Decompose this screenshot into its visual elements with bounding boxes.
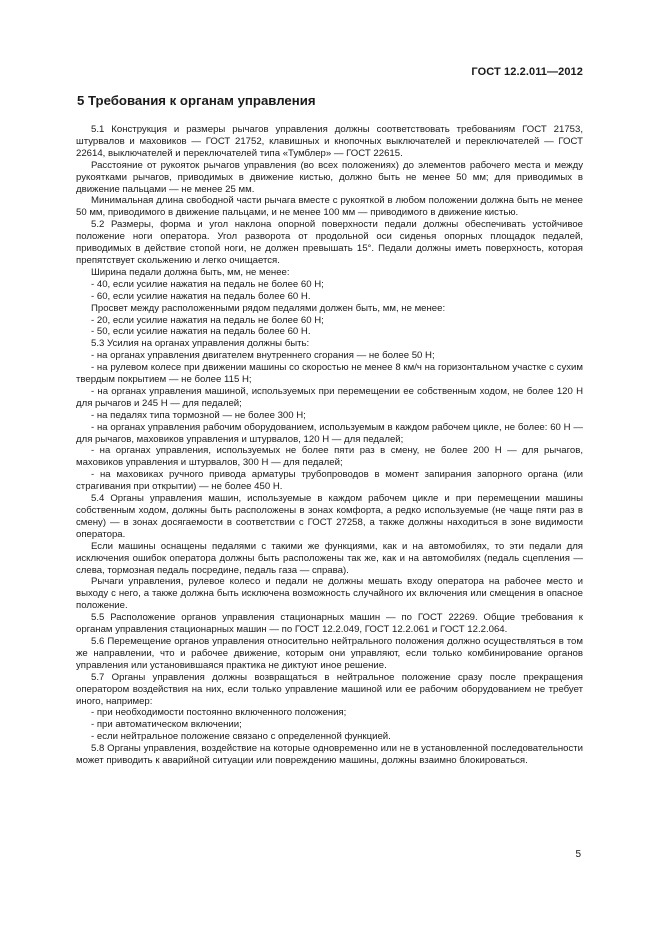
list-item: - при необходимости постоянно включенного положения; (91, 707, 347, 719)
paragraph: 5.1 Конструкция и размеры рычагов управления должны соответствовать требованиям ГОСТ 21753, штурвалов и маховиков — ГОСТ 21752, клавишных и кнопочных выключателей и переключателей — ГОСТ 22614, выключателей и переключателей типа «Тумблер» — ГОСТ 22615. (76, 124, 583, 159)
list-item: - 40, если усилие нажатия на педаль не более 60 Н; (91, 278, 324, 290)
page-number: 5 (575, 849, 581, 860)
list-item: - при автоматическом включении; (91, 719, 242, 731)
list-item: - на органах управления, используемых не более пяти раз в смену, не более 200 Н — для рычагов, маховиков управления и штурвалов, 300 Н — для педалей; (76, 445, 583, 469)
paragraph: 5.4 Органы управления машин, используемые в каждом рабочем цикле и при перемещении машины собственным ходом, должны быть расположены в зонах комфорта, а редко используемые (не чаще пяти раз в смену) — в зонах досягаемости в соответствии с ГОСТ 27258, а также должны находиться в зоне видимости оператора. (76, 493, 583, 540)
list-item: - на маховиках ручного привода арматуры трубопроводов в момент запирания запорного органа (или страгивания при открытии) — не более 450 Н. (76, 469, 583, 493)
paragraph: Если машины оснащены педалями с такими же функциями, как и на автомобилях, то эти педали для исключения ошибок оператора должны быть расположены так же, как и на автомобилях (педаль сцепления — слева, тормозная педаль посредине, педаль газа — справа). (76, 540, 583, 576)
paragraph: Рычаги управления, рулевое колесо и педали не должны мешать входу оператора на рабочее место и выходу с него, а также должна быть исключена возможность случайного их включения или смещения в опасное положение. (76, 576, 583, 612)
list-item: - 50, если усилие нажатия на педаль более 60 Н. (91, 326, 311, 338)
list-item: - на рулевом колесе при движении машины со скоростью не менее 8 км/ч на горизонтальном участке с сухим твердым покрытием — не более 115 Н; (76, 362, 583, 386)
list-item: - на органах управления машиной, используемых при перемещении ее собственным ходом, не более 120 Н для рычагов и 245 Н — для педалей; (76, 385, 583, 409)
paragraph: Минимальная длина свободной части рычага вместе с рукояткой в любом положении должна быть не менее 50 мм, приводимого в движение пальцами, и не менее 100 мм — приводимого в движение кистью. (76, 195, 583, 219)
paragraph: 5.7 Органы управления должны возвращаться в нейтральное положение сразу после прекращения оператором воздействия на них, если только управление машиной или ее рабочим оборудованием не требует иного, например: (76, 671, 583, 707)
list-item: - если нейтральное положение связано с определенной функцией. (91, 731, 391, 743)
document-header-id: ГОСТ 12.2.011—2012 (471, 66, 583, 78)
list-item: - на органах управления двигателем внутреннего сгорания — не более 50 Н; (91, 350, 435, 362)
paragraph: 5.5 Расположение органов управления стационарных машин — по ГОСТ 22269. Общие требования к органам управления стационарных машин — по ГОСТ 12.2.049, ГОСТ 12.2.061 и ГОСТ 12.2.064. (76, 612, 583, 636)
paragraph: 5.6 Перемещение органов управления относительно нейтрального положения должно осуществляться в том же направлении, что и рабочее движение, которым они управляют, если только комбинирование органов управления или установившаяся практика не диктуют иное решение. (76, 635, 583, 671)
paragraph: 5.8 Органы управления, воздействие на которые одновременно или не в установленной последовательности может приводить к аварийной ситуации или повреждению машины, должны взаимно блокироваться. (76, 743, 583, 767)
section-body (76, 124, 583, 767)
list-item: - на органах управления рабочим оборудованием, используемым в каждом рабочем цикле, не более: 60 Н — для рычагов, маховиков управления и штурвалов, 120 Н — для педалей; (76, 421, 583, 445)
paragraph: 5.3 Усилия на органах управления должны быть: (91, 338, 310, 350)
paragraph: Ширина педали должна быть, мм, не менее: (91, 266, 290, 278)
paragraph: Просвет между расположенными рядом педалями должен быть, мм, не менее: (91, 302, 446, 314)
paragraph: Расстояние от рукояток рычагов управления (во всех положениях) до элементов рабочего места и между рукоятками рычагов, приводимых в движение кистью, должно быть не менее 50 мм; для приводимых в движение пальцами — не менее 25 мм. (76, 159, 583, 195)
list-item: - 20, если усилие нажатия на педаль не более 60 Н; (91, 314, 324, 326)
list-item: - 60, если усилие нажатия на педаль более 60 Н. (91, 290, 311, 302)
section-title: 5 Требования к органам управления (77, 93, 316, 108)
list-item: - на педалях типа тормозной — не более 300 Н; (91, 409, 306, 421)
paragraph: 5.2 Размеры, форма и угол наклона опорной поверхности педали должны обеспечивать устойчивое положение ноги оператора. Угол разворота от продольной оси сиденья опорных площадок педалей, приводимых в действие стопой ноги, не должен превышать 15°. Педали должны иметь поверхность, которая препятствует скольжению и легко очищается. (76, 219, 583, 266)
